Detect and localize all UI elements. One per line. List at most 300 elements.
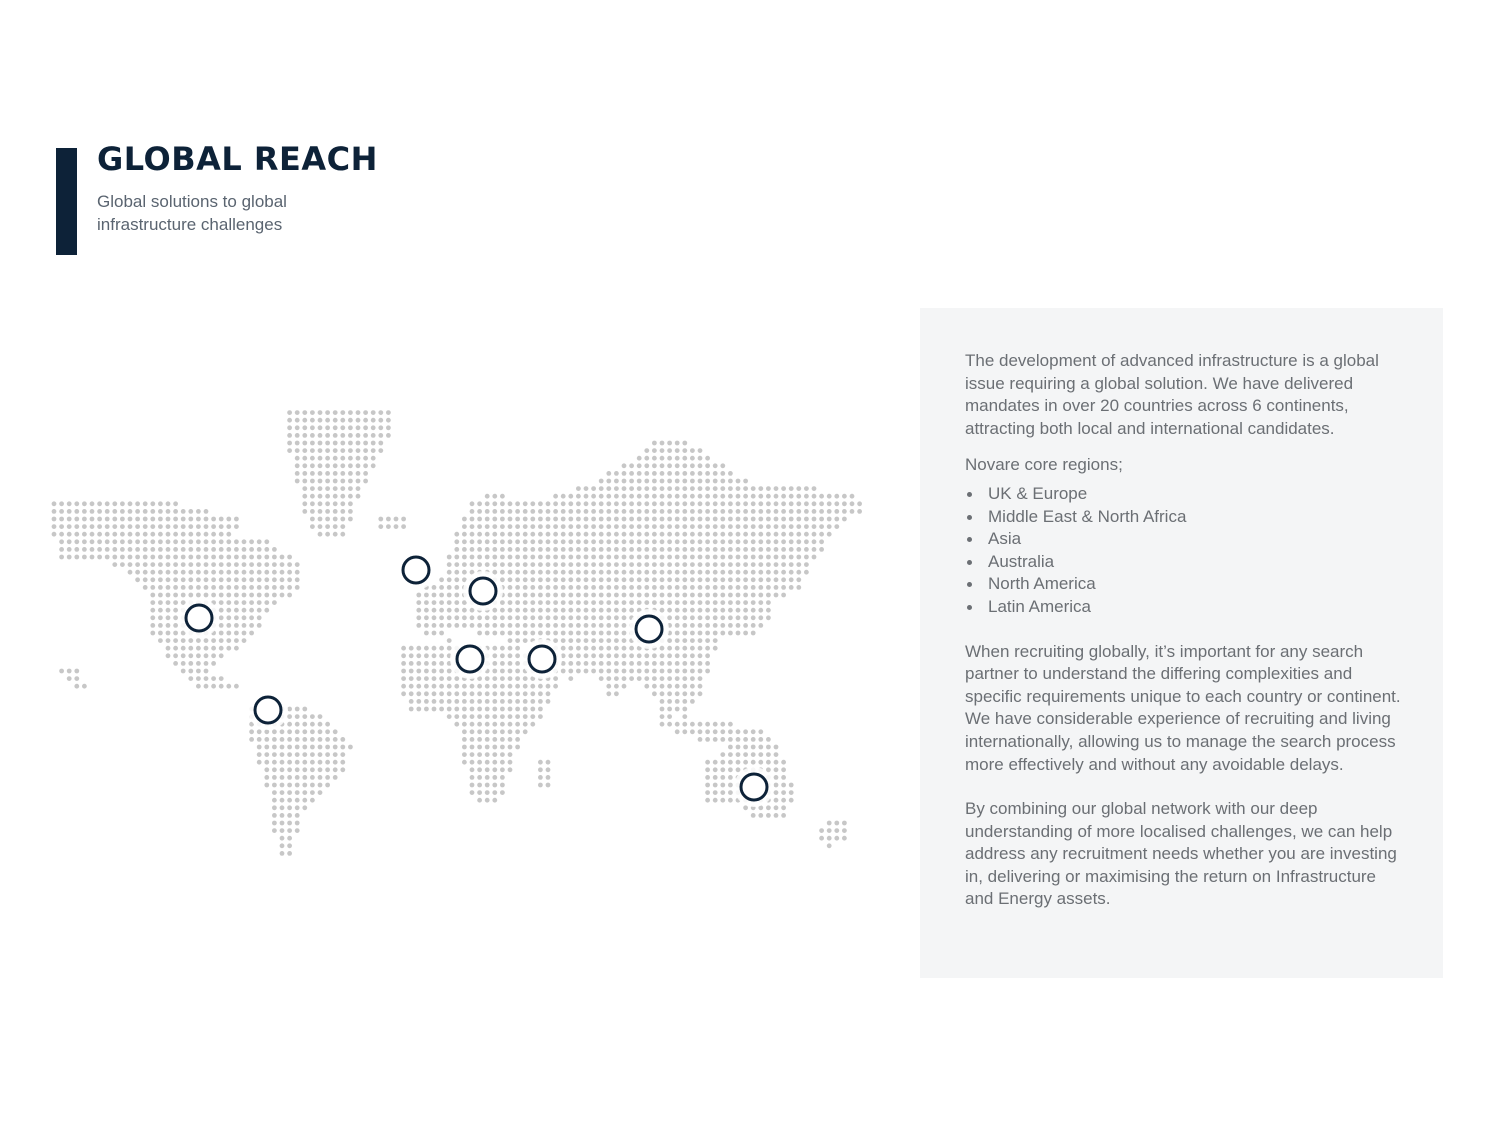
map-dot bbox=[584, 562, 589, 567]
map-dot bbox=[295, 783, 300, 788]
map-dot bbox=[302, 479, 307, 484]
map-dot bbox=[302, 509, 307, 514]
map-dot bbox=[736, 767, 741, 772]
map-dot bbox=[538, 714, 543, 719]
map-dot bbox=[523, 570, 528, 575]
map-dot bbox=[675, 577, 680, 582]
map-dot bbox=[667, 691, 672, 696]
map-dot bbox=[637, 555, 642, 560]
map-dot bbox=[272, 767, 277, 772]
map-dot bbox=[675, 509, 680, 514]
map-dot bbox=[508, 600, 513, 605]
map-dot bbox=[280, 821, 285, 826]
map-dot bbox=[834, 836, 839, 841]
map-dot bbox=[599, 547, 604, 552]
map-dot bbox=[720, 722, 725, 727]
map-dot bbox=[599, 501, 604, 506]
map-dot bbox=[485, 699, 490, 704]
map-dot bbox=[644, 463, 649, 468]
map-dot bbox=[682, 532, 687, 537]
map-dot bbox=[705, 486, 710, 491]
map-dot bbox=[766, 752, 771, 757]
map-dot bbox=[599, 615, 604, 620]
map-dot bbox=[340, 456, 345, 461]
map-dot bbox=[698, 524, 703, 529]
map-dot bbox=[295, 737, 300, 742]
map-dot bbox=[234, 608, 239, 613]
map-dot bbox=[720, 790, 725, 795]
map-dot bbox=[751, 547, 756, 552]
map-dot bbox=[97, 509, 102, 514]
map-dot bbox=[219, 585, 224, 590]
map-dot bbox=[204, 676, 209, 681]
map-dot bbox=[447, 593, 452, 598]
map-dot bbox=[728, 775, 733, 780]
map-dot bbox=[52, 509, 57, 514]
map-dot bbox=[348, 448, 353, 453]
map-dot bbox=[774, 524, 779, 529]
map-dot bbox=[112, 547, 117, 552]
map-dot bbox=[204, 524, 209, 529]
map-dot bbox=[219, 623, 224, 628]
map-dot bbox=[652, 600, 657, 605]
map-dot bbox=[705, 737, 710, 742]
map-dot bbox=[796, 524, 801, 529]
map-dot bbox=[736, 479, 741, 484]
map-dot bbox=[348, 471, 353, 476]
map-dot bbox=[606, 479, 611, 484]
map-dot bbox=[553, 608, 558, 613]
map-dot bbox=[492, 509, 497, 514]
map-dot bbox=[188, 669, 193, 674]
map-dot bbox=[682, 729, 687, 734]
map-dot bbox=[82, 547, 87, 552]
map-dot bbox=[720, 547, 725, 552]
map-dot bbox=[538, 577, 543, 582]
map-dot bbox=[485, 729, 490, 734]
map-dot bbox=[698, 615, 703, 620]
map-dot bbox=[705, 767, 710, 772]
map-dot bbox=[280, 729, 285, 734]
map-dot bbox=[523, 684, 528, 689]
map-dot bbox=[599, 661, 604, 666]
map-dot bbox=[454, 600, 459, 605]
map-dot bbox=[698, 479, 703, 484]
map-dot bbox=[150, 593, 155, 598]
map-dot bbox=[249, 737, 254, 742]
map-dot bbox=[553, 684, 558, 689]
map-dot bbox=[758, 745, 763, 750]
map-dot bbox=[409, 661, 414, 666]
map-dot bbox=[287, 410, 292, 415]
map-dot bbox=[751, 813, 756, 818]
map-dot bbox=[318, 441, 323, 446]
map-dot bbox=[705, 585, 710, 590]
map-dot bbox=[211, 539, 216, 544]
map-dot bbox=[477, 615, 482, 620]
map-dot bbox=[82, 532, 87, 537]
map-dot bbox=[682, 570, 687, 575]
map-dot bbox=[698, 456, 703, 461]
map-dot bbox=[340, 448, 345, 453]
map-dot bbox=[477, 783, 482, 788]
map-dot bbox=[272, 798, 277, 803]
map-dot bbox=[371, 456, 376, 461]
map-dot bbox=[622, 684, 627, 689]
map-dot bbox=[789, 532, 794, 537]
map-dot bbox=[614, 669, 619, 674]
map-dot bbox=[500, 767, 505, 772]
map-dot bbox=[280, 760, 285, 765]
map-dot bbox=[538, 767, 543, 772]
map-dot bbox=[439, 608, 444, 613]
map-dot bbox=[652, 524, 657, 529]
map-dot bbox=[530, 684, 535, 689]
map-dot bbox=[128, 547, 133, 552]
map-dot bbox=[622, 517, 627, 522]
map-dot bbox=[629, 676, 634, 681]
map-dot bbox=[796, 562, 801, 567]
map-dot bbox=[287, 737, 292, 742]
map-dot bbox=[622, 669, 627, 674]
network-paragraph: By combining our global network with our deep understanding of more localised challenges, we can help address any recruitment needs whether you are investing in, delivering or maximising the return on Infrastructure and Energy assets. bbox=[965, 799, 1397, 909]
map-dot bbox=[690, 494, 695, 499]
map-dot bbox=[500, 722, 505, 727]
map-dot bbox=[561, 570, 566, 575]
map-dot bbox=[591, 509, 596, 514]
map-dot bbox=[584, 669, 589, 674]
map-dot bbox=[447, 646, 452, 651]
map-dot bbox=[59, 539, 64, 544]
map-dot bbox=[234, 577, 239, 582]
map-dot bbox=[333, 775, 338, 780]
map-dot bbox=[705, 615, 710, 620]
map-dot bbox=[720, 615, 725, 620]
map-dot bbox=[204, 562, 209, 567]
map-dot bbox=[295, 745, 300, 750]
map-dot bbox=[736, 532, 741, 537]
map-dot bbox=[751, 494, 756, 499]
map-dot bbox=[447, 638, 452, 643]
map-dot bbox=[606, 570, 611, 575]
map-dot bbox=[477, 547, 482, 552]
map-dot bbox=[644, 479, 649, 484]
map-dot bbox=[424, 593, 429, 598]
map-dot bbox=[705, 570, 710, 575]
map-dot bbox=[454, 707, 459, 712]
map-dot bbox=[682, 501, 687, 506]
map-dot bbox=[356, 479, 361, 484]
map-dot bbox=[774, 775, 779, 780]
map-dot bbox=[713, 547, 718, 552]
map-dot bbox=[287, 805, 292, 810]
map-dot bbox=[614, 494, 619, 499]
map-dot bbox=[751, 615, 756, 620]
map-dot bbox=[500, 714, 505, 719]
map-dot bbox=[135, 547, 140, 552]
map-dot bbox=[287, 828, 292, 833]
map-dot bbox=[234, 539, 239, 544]
map-dot bbox=[112, 501, 117, 506]
map-dot bbox=[219, 570, 224, 575]
map-dot bbox=[470, 623, 475, 628]
map-dot bbox=[318, 433, 323, 438]
map-dot bbox=[356, 433, 361, 438]
map-dot bbox=[660, 441, 665, 446]
map-dot bbox=[682, 494, 687, 499]
map-dot bbox=[660, 676, 665, 681]
map-dot bbox=[766, 547, 771, 552]
map-dot bbox=[173, 570, 178, 575]
map-dot bbox=[682, 646, 687, 651]
map-dot bbox=[774, 501, 779, 506]
map-dot bbox=[257, 600, 262, 605]
map-dot bbox=[758, 813, 763, 818]
map-dot bbox=[386, 433, 391, 438]
map-dot bbox=[660, 555, 665, 560]
map-dot bbox=[523, 547, 528, 552]
map-dot bbox=[682, 517, 687, 522]
map-dot bbox=[614, 577, 619, 582]
map-dot bbox=[500, 707, 505, 712]
map-dot bbox=[340, 410, 345, 415]
map-dot bbox=[59, 517, 64, 522]
map-dot bbox=[667, 653, 672, 658]
map-dot bbox=[599, 600, 604, 605]
map-dot bbox=[135, 577, 140, 582]
map-dot bbox=[584, 570, 589, 575]
map-dot bbox=[736, 494, 741, 499]
map-dot bbox=[188, 661, 193, 666]
map-dot bbox=[629, 494, 634, 499]
map-dot bbox=[576, 555, 581, 560]
map-dot bbox=[675, 517, 680, 522]
map-dot bbox=[705, 562, 710, 567]
map-dot bbox=[576, 547, 581, 552]
map-dot bbox=[219, 577, 224, 582]
map-dot bbox=[310, 441, 315, 446]
map-dot bbox=[295, 707, 300, 712]
map-dot bbox=[720, 562, 725, 567]
map-dot bbox=[690, 532, 695, 537]
map-dot bbox=[698, 691, 703, 696]
map-dot bbox=[492, 745, 497, 750]
map-dot bbox=[622, 631, 627, 636]
map-dot bbox=[789, 790, 794, 795]
map-dot bbox=[432, 623, 437, 628]
map-dot bbox=[728, 783, 733, 788]
map-dot bbox=[728, 729, 733, 734]
map-dot bbox=[644, 532, 649, 537]
map-dot bbox=[568, 509, 573, 514]
map-dot bbox=[409, 646, 414, 651]
map-dot bbox=[508, 570, 513, 575]
map-dot bbox=[576, 600, 581, 605]
map-dot bbox=[272, 593, 277, 598]
map-dot bbox=[143, 547, 148, 552]
map-dot bbox=[257, 760, 262, 765]
map-dot bbox=[173, 638, 178, 643]
map-dot bbox=[492, 532, 497, 537]
map-dot bbox=[310, 767, 315, 772]
map-dot bbox=[713, 524, 718, 529]
map-dot bbox=[264, 767, 269, 772]
map-dot bbox=[705, 517, 710, 522]
map-dot bbox=[287, 585, 292, 590]
map-dot bbox=[166, 577, 171, 582]
map-dot bbox=[318, 479, 323, 484]
map-dot bbox=[713, 555, 718, 560]
map-dot bbox=[477, 790, 482, 795]
map-dot bbox=[515, 623, 520, 628]
map-dot bbox=[591, 501, 596, 506]
map-dot bbox=[675, 615, 680, 620]
map-dot bbox=[363, 418, 368, 423]
map-dot bbox=[363, 456, 368, 461]
map-dot bbox=[447, 707, 452, 712]
map-dot bbox=[584, 524, 589, 529]
location-marker-north-africa bbox=[457, 646, 483, 672]
map-dot bbox=[470, 539, 475, 544]
map-dot bbox=[614, 623, 619, 628]
map-dot bbox=[242, 631, 247, 636]
map-dot bbox=[188, 585, 193, 590]
map-dot bbox=[302, 745, 307, 750]
map-dot bbox=[652, 661, 657, 666]
map-dot bbox=[371, 410, 376, 415]
map-dot bbox=[629, 593, 634, 598]
map-dot bbox=[660, 486, 665, 491]
map-dot bbox=[280, 562, 285, 567]
map-dot bbox=[606, 471, 611, 476]
map-dot bbox=[667, 638, 672, 643]
map-dot bbox=[424, 631, 429, 636]
map-dot bbox=[523, 691, 528, 696]
map-dot bbox=[234, 600, 239, 605]
map-dot bbox=[340, 494, 345, 499]
map-dot bbox=[758, 577, 763, 582]
map-dot bbox=[751, 752, 756, 757]
map-dot bbox=[629, 532, 634, 537]
map-dot bbox=[576, 562, 581, 567]
region-item: UK & Europe bbox=[965, 483, 1403, 506]
map-dot bbox=[538, 783, 543, 788]
map-dot bbox=[462, 615, 467, 620]
map-dot bbox=[698, 737, 703, 742]
map-dot bbox=[751, 524, 756, 529]
map-dot bbox=[318, 714, 323, 719]
map-dot bbox=[591, 562, 596, 567]
map-dot bbox=[280, 828, 285, 833]
map-dot bbox=[432, 676, 437, 681]
map-dot bbox=[280, 851, 285, 856]
map-dot bbox=[226, 539, 231, 544]
map-dot bbox=[599, 486, 604, 491]
map-dot bbox=[606, 555, 611, 560]
map-dot bbox=[599, 494, 604, 499]
map-dot bbox=[432, 608, 437, 613]
map-dot bbox=[515, 729, 520, 734]
map-dot bbox=[280, 745, 285, 750]
map-dot bbox=[272, 562, 277, 567]
map-dot bbox=[318, 775, 323, 780]
map-dot bbox=[432, 646, 437, 651]
map-dot bbox=[333, 532, 338, 537]
map-dot bbox=[447, 684, 452, 689]
map-dot bbox=[614, 615, 619, 620]
map-dot bbox=[150, 532, 155, 537]
map-dot bbox=[789, 547, 794, 552]
map-dot bbox=[751, 562, 756, 567]
map-dot bbox=[629, 471, 634, 476]
map-dot bbox=[781, 539, 786, 544]
map-dot bbox=[690, 646, 695, 651]
map-dot bbox=[219, 532, 224, 537]
map-dot bbox=[781, 524, 786, 529]
map-dot bbox=[728, 767, 733, 772]
map-dot bbox=[576, 486, 581, 491]
map-dot bbox=[720, 798, 725, 803]
map-dot bbox=[439, 600, 444, 605]
map-dot bbox=[576, 517, 581, 522]
map-dot bbox=[333, 418, 338, 423]
map-dot bbox=[508, 729, 513, 734]
map-dot bbox=[226, 517, 231, 522]
map-dot bbox=[622, 539, 627, 544]
map-dot bbox=[356, 471, 361, 476]
map-dot bbox=[789, 517, 794, 522]
info-panel bbox=[920, 308, 1443, 978]
map-dot bbox=[219, 539, 224, 544]
map-dot bbox=[470, 509, 475, 514]
map-dot bbox=[302, 471, 307, 476]
map-dot bbox=[538, 585, 543, 590]
map-dot bbox=[97, 547, 102, 552]
regions-list bbox=[965, 483, 1403, 619]
map-dot bbox=[424, 600, 429, 605]
map-dot bbox=[781, 805, 786, 810]
map-dot bbox=[690, 600, 695, 605]
map-dot bbox=[774, 783, 779, 788]
map-dot bbox=[181, 524, 186, 529]
map-dot bbox=[112, 539, 117, 544]
map-dot bbox=[660, 448, 665, 453]
map-dot bbox=[272, 821, 277, 826]
intro-paragraph: The development of advanced infrastructure is a global issue requiring a global solution. We have delivered mandates in over 20 countries across 6 continents, attracting both local and international candidates. bbox=[965, 351, 1379, 438]
map-dot bbox=[774, 486, 779, 491]
map-dot bbox=[257, 577, 262, 582]
map-dot bbox=[492, 646, 497, 651]
map-dot bbox=[508, 722, 513, 727]
map-dot bbox=[280, 577, 285, 582]
map-dot bbox=[318, 486, 323, 491]
map-dot bbox=[614, 555, 619, 560]
map-dot bbox=[561, 532, 566, 537]
map-dot bbox=[492, 547, 497, 552]
map-dot bbox=[264, 775, 269, 780]
map-dot bbox=[812, 501, 817, 506]
map-dot bbox=[181, 593, 186, 598]
map-dot bbox=[644, 661, 649, 666]
map-dot bbox=[432, 653, 437, 658]
map-dot bbox=[310, 752, 315, 757]
map-dot bbox=[682, 623, 687, 628]
location-marker-australia bbox=[741, 774, 767, 800]
map-dot bbox=[561, 539, 566, 544]
map-dot bbox=[576, 585, 581, 590]
map-dot bbox=[622, 661, 627, 666]
map-dot bbox=[82, 555, 87, 560]
